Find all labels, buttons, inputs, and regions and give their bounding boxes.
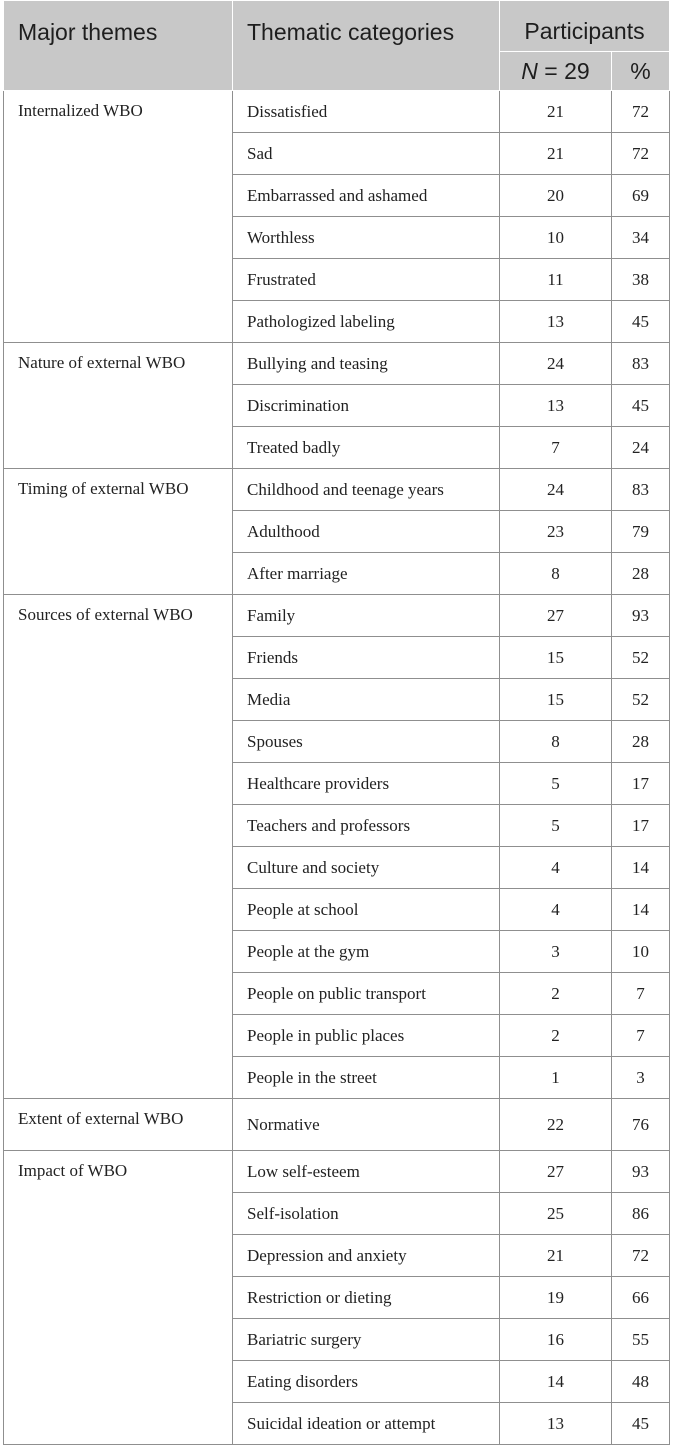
category-cell: Eating disorders [233, 1361, 500, 1403]
count-cell: 25 [500, 1193, 612, 1235]
count-cell: 15 [500, 679, 612, 721]
category-cell: Spouses [233, 721, 500, 763]
count-cell: 16 [500, 1319, 612, 1361]
percent-cell: 52 [612, 679, 670, 721]
percent-cell: 45 [612, 1403, 670, 1445]
percent-cell: 28 [612, 721, 670, 763]
percent-cell: 83 [612, 469, 670, 511]
percent-cell: 24 [612, 427, 670, 469]
table-row [4, 1151, 670, 1193]
theme-cell: Timing of external WBO [4, 469, 233, 595]
category-cell: Suicidal ideation or attempt [233, 1403, 500, 1445]
category-cell: Adulthood [233, 511, 500, 553]
theme-cell: Sources of external WBO [4, 595, 233, 1099]
category-cell: Low self-esteem [233, 1151, 500, 1193]
category-cell: Frustrated [233, 259, 500, 301]
percent-cell: 14 [612, 889, 670, 931]
count-cell: 8 [500, 553, 612, 595]
count-cell: 13 [500, 1403, 612, 1445]
count-cell: 27 [500, 1151, 612, 1193]
header-participants: Participants [500, 1, 670, 52]
category-cell: Bullying and teasing [233, 343, 500, 385]
count-cell: 10 [500, 217, 612, 259]
category-cell: Family [233, 595, 500, 637]
category-cell: Friends [233, 637, 500, 679]
count-cell: 27 [500, 595, 612, 637]
header-thematic-categories: Thematic categories [233, 1, 500, 52]
percent-cell: 48 [612, 1361, 670, 1403]
category-cell: Teachers and professors [233, 805, 500, 847]
category-cell: People at school [233, 889, 500, 931]
percent-cell: 79 [612, 511, 670, 553]
count-cell: 3 [500, 931, 612, 973]
percent-cell: 76 [612, 1099, 670, 1151]
percent-cell: 45 [612, 385, 670, 427]
percent-cell: 7 [612, 973, 670, 1015]
theme-cell: Nature of external WBO [4, 343, 233, 469]
count-cell: 22 [500, 1099, 612, 1151]
header-n-label: N [521, 57, 538, 84]
category-cell: People in public places [233, 1015, 500, 1057]
count-cell: 21 [500, 91, 612, 133]
header-n-count [500, 52, 612, 91]
category-cell: Pathologized labeling [233, 301, 500, 343]
category-cell: Depression and anxiety [233, 1235, 500, 1277]
category-cell: Dissatisfied [233, 91, 500, 133]
percent-cell: 28 [612, 553, 670, 595]
category-cell: People on public transport [233, 973, 500, 1015]
percent-cell: 3 [612, 1057, 670, 1099]
category-cell: Embarrassed and ashamed [233, 175, 500, 217]
count-cell: 1 [500, 1057, 612, 1099]
category-cell: Culture and society [233, 847, 500, 889]
percent-cell: 10 [612, 931, 670, 973]
count-cell: 5 [500, 805, 612, 847]
percent-cell: 93 [612, 1151, 670, 1193]
count-cell: 14 [500, 1361, 612, 1403]
category-cell: Restriction or dieting [233, 1277, 500, 1319]
percent-cell: 66 [612, 1277, 670, 1319]
percent-cell: 69 [612, 175, 670, 217]
header-blank-cell [233, 52, 500, 91]
percent-cell: 17 [612, 805, 670, 847]
percent-cell: 7 [612, 1015, 670, 1057]
percent-cell: 55 [612, 1319, 670, 1361]
percent-cell: 72 [612, 133, 670, 175]
header-n-value: = 29 [537, 57, 590, 84]
category-cell: Media [233, 679, 500, 721]
header-blank-cell [4, 52, 233, 91]
count-cell: 21 [500, 1235, 612, 1277]
header-percent: % [612, 52, 670, 91]
count-cell: 2 [500, 1015, 612, 1057]
count-cell: 13 [500, 301, 612, 343]
category-cell: Discrimination [233, 385, 500, 427]
count-cell: 24 [500, 343, 612, 385]
percent-cell: 83 [612, 343, 670, 385]
theme-cell: Extent of external WBO [4, 1099, 233, 1151]
table-row [4, 343, 670, 385]
table-header [4, 1, 670, 91]
count-cell: 7 [500, 427, 612, 469]
table-row [4, 91, 670, 133]
category-cell: Treated badly [233, 427, 500, 469]
theme-cell: Internalized WBO [4, 91, 233, 343]
percent-cell: 38 [612, 259, 670, 301]
count-cell: 4 [500, 847, 612, 889]
table-row [4, 595, 670, 637]
percent-cell: 45 [612, 301, 670, 343]
count-cell: 23 [500, 511, 612, 553]
percent-cell: 17 [612, 763, 670, 805]
count-cell: 2 [500, 973, 612, 1015]
category-cell: Normative [233, 1099, 500, 1151]
count-cell: 15 [500, 637, 612, 679]
table-row [4, 1099, 670, 1151]
header-major-themes: Major themes [4, 1, 233, 52]
count-cell: 21 [500, 133, 612, 175]
percent-cell: 72 [612, 1235, 670, 1277]
category-cell: Self-isolation [233, 1193, 500, 1235]
count-cell: 5 [500, 763, 612, 805]
percent-cell: 86 [612, 1193, 670, 1235]
category-cell: Childhood and teenage years [233, 469, 500, 511]
table-body [4, 91, 670, 1445]
percent-cell: 52 [612, 637, 670, 679]
count-cell: 19 [500, 1277, 612, 1319]
count-cell: 4 [500, 889, 612, 931]
themes-table [3, 0, 670, 1445]
category-cell: Bariatric surgery [233, 1319, 500, 1361]
count-cell: 13 [500, 385, 612, 427]
count-cell: 24 [500, 469, 612, 511]
count-cell: 11 [500, 259, 612, 301]
count-cell: 20 [500, 175, 612, 217]
category-cell: People at the gym [233, 931, 500, 973]
count-cell: 8 [500, 721, 612, 763]
category-cell: People in the street [233, 1057, 500, 1099]
percent-cell: 93 [612, 595, 670, 637]
percent-cell: 14 [612, 847, 670, 889]
percent-cell: 34 [612, 217, 670, 259]
percent-cell: 72 [612, 91, 670, 133]
category-cell: Sad [233, 133, 500, 175]
category-cell: Healthcare providers [233, 763, 500, 805]
table-row [4, 469, 670, 511]
category-cell: Worthless [233, 217, 500, 259]
category-cell: After marriage [233, 553, 500, 595]
theme-cell: Impact of WBO [4, 1151, 233, 1445]
